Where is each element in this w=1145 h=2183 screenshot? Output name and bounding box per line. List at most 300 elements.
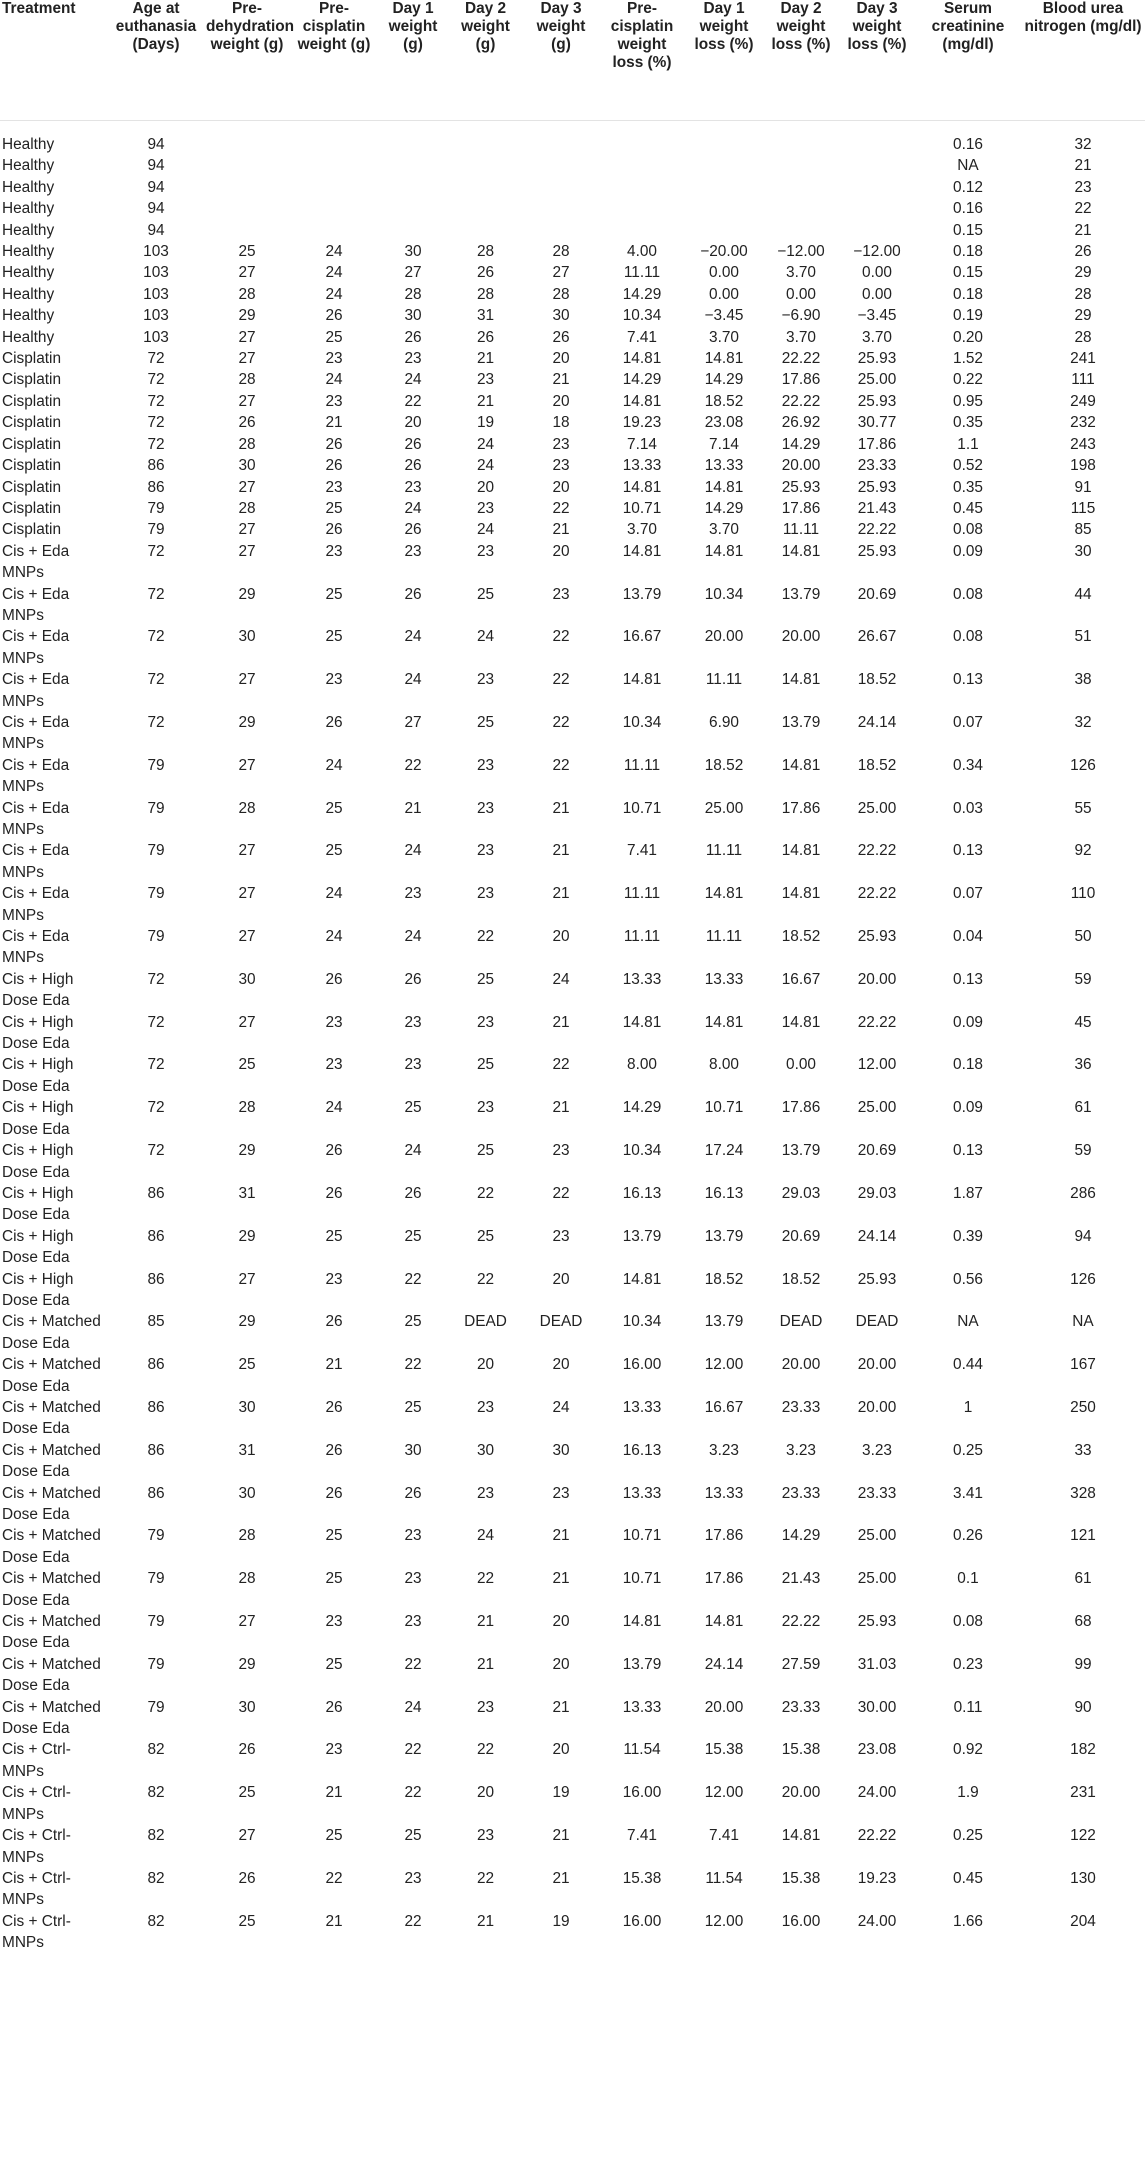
cell-age: 86 bbox=[147, 1184, 165, 1202]
cell-treatment: Healthy bbox=[2, 307, 55, 325]
cell-blood-urea-nitrogen: 115 bbox=[1070, 499, 1096, 517]
cell-pre-cisplatin-weight: 26 bbox=[325, 1142, 343, 1160]
cell-day3-weight-loss: 29.03 bbox=[857, 1184, 897, 1202]
cell-day2-weight-loss: 20.69 bbox=[781, 1227, 821, 1245]
cell-age: 86 bbox=[147, 1227, 165, 1245]
cell-pre-dehydration-weight: 27 bbox=[238, 264, 256, 282]
cell-age: 103 bbox=[143, 328, 169, 346]
cell-day1-weight-loss: 11.11 bbox=[705, 671, 743, 689]
cell-treatment: Cis + Eda MNPs bbox=[2, 756, 70, 796]
cell-age: 79 bbox=[147, 1698, 165, 1716]
cell-age: 72 bbox=[147, 542, 165, 560]
cell-pre-cisplatin-weight: 21 bbox=[325, 1356, 343, 1374]
cell-age: 85 bbox=[147, 1313, 165, 1331]
cell-treatment: Cisplatin bbox=[2, 350, 62, 368]
cell-day3-weight: 21 bbox=[552, 371, 570, 389]
cell-serum-creatinine: 0.35 bbox=[953, 478, 983, 496]
cell-age: 79 bbox=[147, 756, 165, 774]
cell-day1-weight-loss bbox=[685, 134, 763, 155]
cell-day2-weight: 25 bbox=[476, 970, 495, 988]
cell-pre-cisplatin-weight-loss: 7.14 bbox=[627, 435, 657, 453]
cell-day2-weight-loss: 17.86 bbox=[781, 371, 821, 389]
cell-serum-creatinine: 0.08 bbox=[953, 628, 983, 646]
cell-pre-dehydration-weight: 27 bbox=[238, 350, 256, 368]
cell-day1-weight-loss: 12.00 bbox=[704, 1784, 744, 1802]
cell-treatment: Cis + Ctrl-MNPs bbox=[2, 1741, 71, 1780]
table-row bbox=[0, 1226, 1145, 1269]
cell-day2-weight-loss: 18.52 bbox=[781, 928, 821, 946]
cell-day1-weight-loss: 18.52 bbox=[704, 392, 744, 410]
cell-day1-weight bbox=[378, 220, 448, 241]
table-row bbox=[0, 327, 1145, 348]
cell-pre-cisplatin-weight-loss bbox=[599, 177, 685, 198]
cell-day3-weight bbox=[523, 155, 599, 176]
table-body bbox=[0, 120, 1145, 1954]
cell-day3-weight-loss: 17.86 bbox=[857, 435, 897, 453]
cell-age: 94 bbox=[147, 157, 165, 175]
cell-blood-urea-nitrogen: 29 bbox=[1074, 264, 1092, 282]
cell-day1-weight-loss: 14.81 bbox=[704, 478, 744, 496]
cell-day1-weight: 23 bbox=[404, 478, 422, 496]
cell-pre-cisplatin-weight: 21 bbox=[325, 1784, 343, 1802]
cell-day3-weight: 27 bbox=[552, 264, 570, 282]
cell-pre-dehydration-weight: 25 bbox=[238, 1912, 256, 1930]
cell-treatment: Cis + Eda MNPs bbox=[2, 928, 70, 967]
cell-pre-dehydration-weight bbox=[204, 220, 290, 241]
cell-day3-weight-loss: 23.33 bbox=[857, 457, 897, 475]
cell-pre-cisplatin-weight-loss: 16.00 bbox=[622, 1356, 662, 1374]
cell-day2-weight-loss: 26.92 bbox=[781, 414, 821, 432]
cell-day3-weight: 23 bbox=[552, 1484, 570, 1502]
cell-day1-weight: 26 bbox=[404, 585, 422, 603]
cell-treatment: Healthy bbox=[2, 221, 55, 239]
cell-blood-urea-nitrogen: 92 bbox=[1074, 842, 1092, 860]
cell-day3-weight-loss: 20.00 bbox=[857, 1398, 897, 1416]
cell-day2-weight: 23 bbox=[476, 1484, 495, 1502]
cell-day1-weight-loss: 0.00 bbox=[709, 264, 739, 282]
cell-day3-weight: DEAD bbox=[539, 1313, 583, 1331]
cell-day3-weight-loss: 26.67 bbox=[857, 628, 897, 646]
cell-pre-dehydration-weight: 30 bbox=[238, 457, 256, 475]
cell-day3-weight: 20 bbox=[552, 1270, 570, 1288]
cell-day1-weight-loss: 17.86 bbox=[704, 1527, 744, 1545]
cell-day1-weight-loss: 17.86 bbox=[704, 1570, 744, 1588]
cell-blood-urea-nitrogen: 23 bbox=[1074, 178, 1092, 196]
cell-treatment: Cis + Eda MNPs bbox=[2, 713, 70, 753]
cell-day3-weight-loss bbox=[839, 155, 915, 176]
cell-pre-dehydration-weight: 27 bbox=[238, 1613, 256, 1631]
cell-blood-urea-nitrogen: 59 bbox=[1074, 970, 1092, 988]
cell-serum-creatinine: 1.9 bbox=[957, 1784, 979, 1802]
cell-pre-dehydration-weight: 27 bbox=[238, 1827, 256, 1845]
cell-day2-weight-loss: 22.22 bbox=[781, 350, 821, 368]
cell-day3-weight-loss: 22.22 bbox=[857, 842, 897, 860]
cell-day2-weight-loss: 15.38 bbox=[781, 1741, 821, 1759]
cell-day1-weight-loss: 0.00 bbox=[709, 285, 739, 303]
cell-pre-dehydration-weight: 27 bbox=[238, 521, 256, 539]
cell-day2-weight-loss: 11.11 bbox=[782, 521, 820, 539]
cell-pre-dehydration-weight: 28 bbox=[238, 799, 256, 817]
cell-day1-weight: 23 bbox=[404, 1570, 422, 1588]
cell-day3-weight: 22 bbox=[552, 713, 570, 731]
cell-day2-weight: 22 bbox=[476, 1869, 495, 1887]
table-row bbox=[0, 1311, 1145, 1354]
table-row bbox=[0, 712, 1145, 755]
cell-age: 72 bbox=[147, 671, 165, 689]
cell-day2-weight: 23 bbox=[476, 671, 495, 689]
table-row bbox=[0, 434, 1145, 455]
cell-day1-weight-loss: 14.29 bbox=[704, 499, 744, 517]
cell-day1-weight bbox=[378, 177, 448, 198]
cell-serum-creatinine: 1.66 bbox=[953, 1912, 983, 1930]
cell-day1-weight-loss: 18.52 bbox=[704, 1270, 744, 1288]
cell-pre-dehydration-weight: 25 bbox=[238, 1056, 256, 1074]
table-row bbox=[0, 798, 1145, 841]
cell-serum-creatinine: 0.95 bbox=[953, 392, 983, 410]
cell-serum-creatinine: 0.44 bbox=[953, 1356, 983, 1374]
cell-pre-cisplatin-weight-loss: 15.38 bbox=[622, 1869, 662, 1887]
cell-serum-creatinine: 0.26 bbox=[953, 1527, 983, 1545]
cell-day2-weight: 31 bbox=[476, 307, 495, 325]
cell-treatment: Cisplatin bbox=[2, 392, 62, 410]
cell-treatment: Healthy bbox=[2, 178, 55, 196]
cell-day3-weight-loss: 21.43 bbox=[857, 499, 897, 517]
cell-pre-cisplatin-weight: 25 bbox=[325, 799, 343, 817]
cell-treatment: Cis + High Dose Eda bbox=[2, 1099, 74, 1138]
cell-day3-weight-loss: −3.45 bbox=[857, 307, 897, 325]
cell-day2-weight-loss bbox=[763, 177, 839, 198]
cell-day3-weight: 21 bbox=[552, 885, 570, 903]
cell-day3-weight-loss: 25.00 bbox=[857, 1099, 897, 1117]
cell-pre-cisplatin-weight-loss: 13.33 bbox=[622, 457, 662, 475]
cell-pre-dehydration-weight: 28 bbox=[238, 285, 256, 303]
cell-age: 72 bbox=[147, 1056, 165, 1074]
cell-day1-weight: 27 bbox=[404, 713, 422, 731]
cell-day2-weight-loss: 20.00 bbox=[781, 1784, 821, 1802]
cell-serum-creatinine: 0.23 bbox=[953, 1655, 983, 1673]
cell-day2-weight-loss: 16.67 bbox=[781, 970, 821, 988]
header-age: Age at euthanasia (Days) bbox=[108, 0, 204, 120]
table-row bbox=[0, 1483, 1145, 1526]
cell-day3-weight-loss: 12.00 bbox=[857, 1056, 897, 1074]
cell-day1-weight: 30 bbox=[404, 1441, 422, 1459]
cell-pre-dehydration-weight: 27 bbox=[238, 885, 256, 903]
table-row bbox=[0, 883, 1145, 926]
table-row bbox=[0, 1397, 1145, 1440]
cell-age: 103 bbox=[143, 285, 169, 303]
cell-day2-weight-loss: 14.81 bbox=[781, 885, 821, 903]
cell-day3-weight-loss: 23.33 bbox=[857, 1484, 897, 1502]
cell-day3-weight: 22 bbox=[552, 1056, 570, 1074]
cell-day3-weight-loss: 31.03 bbox=[857, 1655, 897, 1673]
cell-day3-weight: 18 bbox=[552, 414, 570, 432]
cell-pre-dehydration-weight: 30 bbox=[238, 1398, 256, 1416]
cell-day1-weight-loss: 7.14 bbox=[709, 435, 739, 453]
header-day1-weight-loss: Day 1 weight loss (%) bbox=[685, 0, 763, 120]
cell-day2-weight: 20 bbox=[476, 1356, 495, 1374]
cell-day2-weight: 25 bbox=[476, 1227, 495, 1245]
cell-day1-weight-loss: 14.81 bbox=[704, 1613, 744, 1631]
cell-day3-weight: 21 bbox=[552, 1527, 570, 1545]
cell-day3-weight: 21 bbox=[552, 1570, 570, 1588]
cell-pre-cisplatin-weight-loss: 16.00 bbox=[622, 1784, 662, 1802]
cell-day3-weight-loss bbox=[839, 134, 915, 155]
table-row bbox=[0, 1568, 1145, 1611]
cell-day2-weight: 28 bbox=[476, 243, 495, 261]
cell-day3-weight: 20 bbox=[552, 478, 570, 496]
cell-pre-cisplatin-weight: 26 bbox=[325, 1398, 343, 1416]
cell-day3-weight: 21 bbox=[552, 1013, 570, 1031]
table-row bbox=[0, 541, 1145, 584]
cell-pre-cisplatin-weight-loss: 10.34 bbox=[622, 1313, 662, 1331]
cell-pre-cisplatin-weight-loss: 16.67 bbox=[622, 628, 662, 646]
table-row bbox=[0, 626, 1145, 669]
cell-day3-weight-loss: DEAD bbox=[855, 1313, 899, 1331]
cell-treatment: Cis + Matched Dose Eda bbox=[2, 1398, 101, 1438]
cell-day1-weight-loss: 15.38 bbox=[704, 1741, 744, 1759]
cell-day1-weight: 23 bbox=[404, 1056, 422, 1074]
cell-pre-dehydration-weight: 28 bbox=[238, 499, 256, 517]
cell-blood-urea-nitrogen: 22 bbox=[1074, 200, 1092, 218]
cell-blood-urea-nitrogen: 55 bbox=[1074, 799, 1092, 817]
cell-blood-urea-nitrogen: 21 bbox=[1074, 221, 1092, 239]
cell-serum-creatinine: 0.15 bbox=[953, 264, 983, 282]
cell-blood-urea-nitrogen: 110 bbox=[1070, 885, 1096, 903]
cell-blood-urea-nitrogen: 130 bbox=[1070, 1869, 1096, 1887]
cell-serum-creatinine: 0.34 bbox=[953, 756, 983, 774]
cell-day2-weight-loss bbox=[763, 198, 839, 219]
cell-blood-urea-nitrogen: 61 bbox=[1074, 1570, 1092, 1588]
cell-day3-weight: 20 bbox=[552, 1655, 570, 1673]
cell-serum-creatinine: 1.52 bbox=[953, 350, 983, 368]
cell-pre-dehydration-weight: 27 bbox=[238, 842, 256, 860]
cell-day3-weight-loss: 25.93 bbox=[857, 542, 897, 560]
cell-day3-weight-loss: 25.93 bbox=[857, 350, 897, 368]
cell-blood-urea-nitrogen: 28 bbox=[1074, 328, 1092, 346]
cell-pre-cisplatin-weight: 25 bbox=[325, 585, 343, 603]
table-row bbox=[0, 305, 1145, 326]
cell-day1-weight: 24 bbox=[404, 371, 422, 389]
header-row bbox=[0, 0, 1145, 120]
cell-pre-dehydration-weight: 25 bbox=[238, 1784, 256, 1802]
cell-treatment: Cis + High Dose Eda bbox=[2, 1227, 74, 1267]
header-pre-cisplatin-weight: Pre-cisplatin weight (g) bbox=[290, 0, 378, 120]
cell-serum-creatinine: 0.08 bbox=[953, 521, 983, 539]
cell-serum-creatinine: 0.13 bbox=[953, 970, 983, 988]
table-row bbox=[0, 1354, 1145, 1397]
cell-pre-dehydration-weight: 27 bbox=[238, 542, 256, 560]
cell-day2-weight-loss: 13.79 bbox=[781, 585, 821, 603]
cell-day3-weight-loss: 20.69 bbox=[857, 1142, 897, 1160]
cell-day1-weight-loss: 10.34 bbox=[704, 585, 744, 603]
cell-day1-weight: 23 bbox=[404, 1613, 422, 1631]
cell-day1-weight-loss: 3.70 bbox=[709, 328, 739, 346]
cell-blood-urea-nitrogen: 59 bbox=[1074, 1142, 1092, 1160]
cell-day2-weight-loss: −12.00 bbox=[777, 243, 825, 261]
cell-day2-weight-loss: 14.81 bbox=[781, 542, 821, 560]
table-row bbox=[0, 1097, 1145, 1140]
cell-day2-weight-loss: 17.86 bbox=[781, 1099, 821, 1117]
cell-day1-weight-loss: 13.33 bbox=[704, 1484, 744, 1502]
cell-day3-weight-loss: 22.22 bbox=[857, 1827, 897, 1845]
cell-pre-cisplatin-weight bbox=[290, 177, 378, 198]
cell-serum-creatinine: 0.07 bbox=[953, 885, 983, 903]
cell-pre-dehydration-weight: 27 bbox=[238, 928, 256, 946]
cell-pre-cisplatin-weight-loss: 8.00 bbox=[627, 1056, 657, 1074]
cell-day2-weight-loss: 3.70 bbox=[786, 328, 816, 346]
cell-serum-creatinine: 0.09 bbox=[953, 1099, 983, 1117]
spacer-row bbox=[0, 120, 1145, 134]
cell-pre-cisplatin-weight-loss: 14.81 bbox=[622, 542, 662, 560]
cell-pre-cisplatin-weight: 25 bbox=[325, 499, 343, 517]
cell-blood-urea-nitrogen: 50 bbox=[1074, 928, 1092, 946]
cell-pre-dehydration-weight: 29 bbox=[238, 585, 256, 603]
table-row bbox=[0, 198, 1145, 219]
cell-treatment: Cis + High Dose Eda bbox=[2, 1142, 74, 1181]
cell-pre-dehydration-weight: 31 bbox=[238, 1441, 256, 1459]
cell-age: 72 bbox=[147, 414, 165, 432]
cell-pre-dehydration-weight: 30 bbox=[238, 1484, 256, 1502]
cell-age: 79 bbox=[147, 499, 165, 517]
header-pre-cisplatin-weight-loss: Pre-cisplatin weight loss (%) bbox=[599, 0, 685, 120]
cell-age: 79 bbox=[147, 1613, 165, 1631]
cell-pre-cisplatin-weight-loss: 14.81 bbox=[622, 478, 662, 496]
cell-day3-weight-loss: 18.52 bbox=[857, 756, 897, 774]
table-row bbox=[0, 669, 1145, 712]
cell-age: 79 bbox=[147, 1570, 165, 1588]
cell-day3-weight: 20 bbox=[552, 542, 570, 560]
cell-day2-weight-loss: 25.93 bbox=[781, 478, 821, 496]
cell-day2-weight bbox=[448, 220, 523, 241]
cell-blood-urea-nitrogen: 51 bbox=[1074, 628, 1092, 646]
cell-serum-creatinine: 0.18 bbox=[953, 243, 983, 261]
cell-pre-cisplatin-weight-loss: 13.33 bbox=[622, 970, 662, 988]
cell-pre-cisplatin-weight-loss: 3.70 bbox=[627, 521, 657, 539]
cell-day2-weight: 19 bbox=[476, 414, 495, 432]
cell-day1-weight: 22 bbox=[404, 1741, 422, 1759]
cell-blood-urea-nitrogen: 91 bbox=[1074, 478, 1092, 496]
cell-pre-cisplatin-weight-loss: 11.11 bbox=[623, 264, 661, 282]
table-row bbox=[0, 241, 1145, 262]
cell-treatment: Cis + Eda MNPs bbox=[2, 542, 70, 582]
cell-day2-weight: 21 bbox=[476, 350, 495, 368]
cell-serum-creatinine: 0.04 bbox=[953, 928, 983, 946]
cell-day2-weight: 25 bbox=[476, 585, 495, 603]
cell-serum-creatinine: 3.41 bbox=[953, 1484, 983, 1502]
table-row bbox=[0, 177, 1145, 198]
cell-blood-urea-nitrogen: 44 bbox=[1074, 585, 1092, 603]
cell-treatment: Cis + Matched Dose Eda bbox=[2, 1527, 101, 1566]
cell-pre-cisplatin-weight bbox=[290, 198, 378, 219]
cell-age: 79 bbox=[147, 842, 165, 860]
table-row bbox=[0, 969, 1145, 1012]
cell-pre-cisplatin-weight: 23 bbox=[325, 350, 343, 368]
cell-day2-weight: 24 bbox=[476, 1527, 495, 1545]
cell-day2-weight: 22 bbox=[476, 1184, 495, 1202]
cell-pre-cisplatin-weight: 25 bbox=[325, 328, 343, 346]
cell-treatment: Cis + Eda MNPs bbox=[2, 585, 70, 624]
cell-pre-dehydration-weight: 29 bbox=[238, 1655, 256, 1673]
cell-day3-weight: 20 bbox=[552, 928, 570, 946]
cell-pre-cisplatin-weight: 24 bbox=[325, 371, 343, 389]
cell-age: 72 bbox=[147, 1142, 165, 1160]
cell-serum-creatinine: 1 bbox=[963, 1398, 973, 1416]
cell-serum-creatinine: 0.35 bbox=[953, 414, 983, 432]
cell-serum-creatinine: 0.13 bbox=[953, 1142, 983, 1160]
cell-day2-weight-loss bbox=[763, 155, 839, 176]
cell-day2-weight: 24 bbox=[476, 435, 495, 453]
cell-day1-weight: 25 bbox=[404, 1099, 422, 1117]
cell-day3-weight-loss: 25.00 bbox=[857, 1570, 897, 1588]
cell-day3-weight-loss: −12.00 bbox=[853, 243, 901, 261]
cell-day3-weight: 28 bbox=[552, 285, 570, 303]
cell-day1-weight: 23 bbox=[404, 1527, 422, 1545]
cell-treatment: Cis + Ctrl-MNPs bbox=[2, 1869, 71, 1909]
table-row bbox=[0, 926, 1145, 969]
cell-day2-weight-loss: 14.81 bbox=[781, 1013, 821, 1031]
cell-day1-weight-loss: 17.24 bbox=[704, 1142, 744, 1160]
cell-pre-dehydration-weight: 29 bbox=[238, 307, 256, 325]
cell-pre-cisplatin-weight: 23 bbox=[325, 1741, 343, 1759]
cell-treatment: Cis + High Dose Eda bbox=[2, 1270, 74, 1309]
table-row bbox=[0, 1654, 1145, 1697]
cell-blood-urea-nitrogen: 32 bbox=[1074, 136, 1092, 153]
table-row bbox=[0, 1697, 1145, 1740]
cell-day2-weight-loss: 27.59 bbox=[781, 1655, 821, 1673]
cell-treatment: Cisplatin bbox=[2, 371, 62, 389]
cell-pre-cisplatin-weight-loss: 7.41 bbox=[627, 1827, 657, 1845]
cell-pre-cisplatin-weight-loss: 14.81 bbox=[622, 392, 662, 410]
cell-age: 86 bbox=[147, 1441, 165, 1459]
cell-day1-weight: 23 bbox=[404, 1013, 422, 1031]
cell-day1-weight-loss: 25.00 bbox=[704, 799, 744, 817]
cell-pre-cisplatin-weight: 23 bbox=[325, 1013, 343, 1031]
cell-day1-weight-loss: 14.81 bbox=[704, 885, 744, 903]
cell-day2-weight: 23 bbox=[476, 885, 495, 903]
cell-day2-weight-loss: 23.33 bbox=[781, 1698, 821, 1716]
cell-day1-weight: 25 bbox=[404, 1827, 422, 1845]
cell-day3-weight: 23 bbox=[552, 585, 570, 603]
cell-pre-cisplatin-weight-loss: 10.71 bbox=[622, 799, 662, 817]
cell-day3-weight: 20 bbox=[552, 1356, 570, 1374]
cell-pre-cisplatin-weight-loss: 14.29 bbox=[622, 1099, 662, 1117]
cell-age: 82 bbox=[147, 1784, 165, 1802]
cell-treatment: Cis + Ctrl-MNPs bbox=[2, 1912, 71, 1952]
cell-day3-weight: 20 bbox=[552, 350, 570, 368]
cell-day3-weight: 24 bbox=[552, 970, 570, 988]
cell-pre-cisplatin-weight: 24 bbox=[325, 264, 343, 282]
cell-day1-weight: 20 bbox=[404, 414, 422, 432]
cell-day2-weight-loss: 20.00 bbox=[781, 628, 821, 646]
cell-pre-dehydration-weight: 27 bbox=[238, 671, 256, 689]
cell-day1-weight-loss: 8.00 bbox=[709, 1056, 739, 1074]
cell-pre-dehydration-weight: 27 bbox=[238, 1270, 256, 1288]
cell-treatment: Cisplatin bbox=[2, 478, 62, 496]
cell-day2-weight: 23 bbox=[476, 756, 495, 774]
cell-day3-weight: 30 bbox=[552, 1441, 570, 1459]
cell-pre-cisplatin-weight: 26 bbox=[325, 435, 343, 453]
cell-serum-creatinine: 1.1 bbox=[957, 435, 979, 453]
cell-pre-dehydration-weight: 29 bbox=[238, 1142, 256, 1160]
cell-pre-cisplatin-weight-loss bbox=[599, 155, 685, 176]
cell-day3-weight-loss: 25.93 bbox=[857, 392, 897, 410]
cell-day3-weight: 23 bbox=[552, 435, 570, 453]
cell-day1-weight-loss bbox=[685, 177, 763, 198]
cell-day1-weight: 26 bbox=[404, 1484, 422, 1502]
cell-treatment: Cis + Matched Dose Eda bbox=[2, 1570, 101, 1609]
cell-pre-cisplatin-weight-loss: 11.11 bbox=[623, 928, 661, 946]
cell-day3-weight: 21 bbox=[552, 521, 570, 539]
